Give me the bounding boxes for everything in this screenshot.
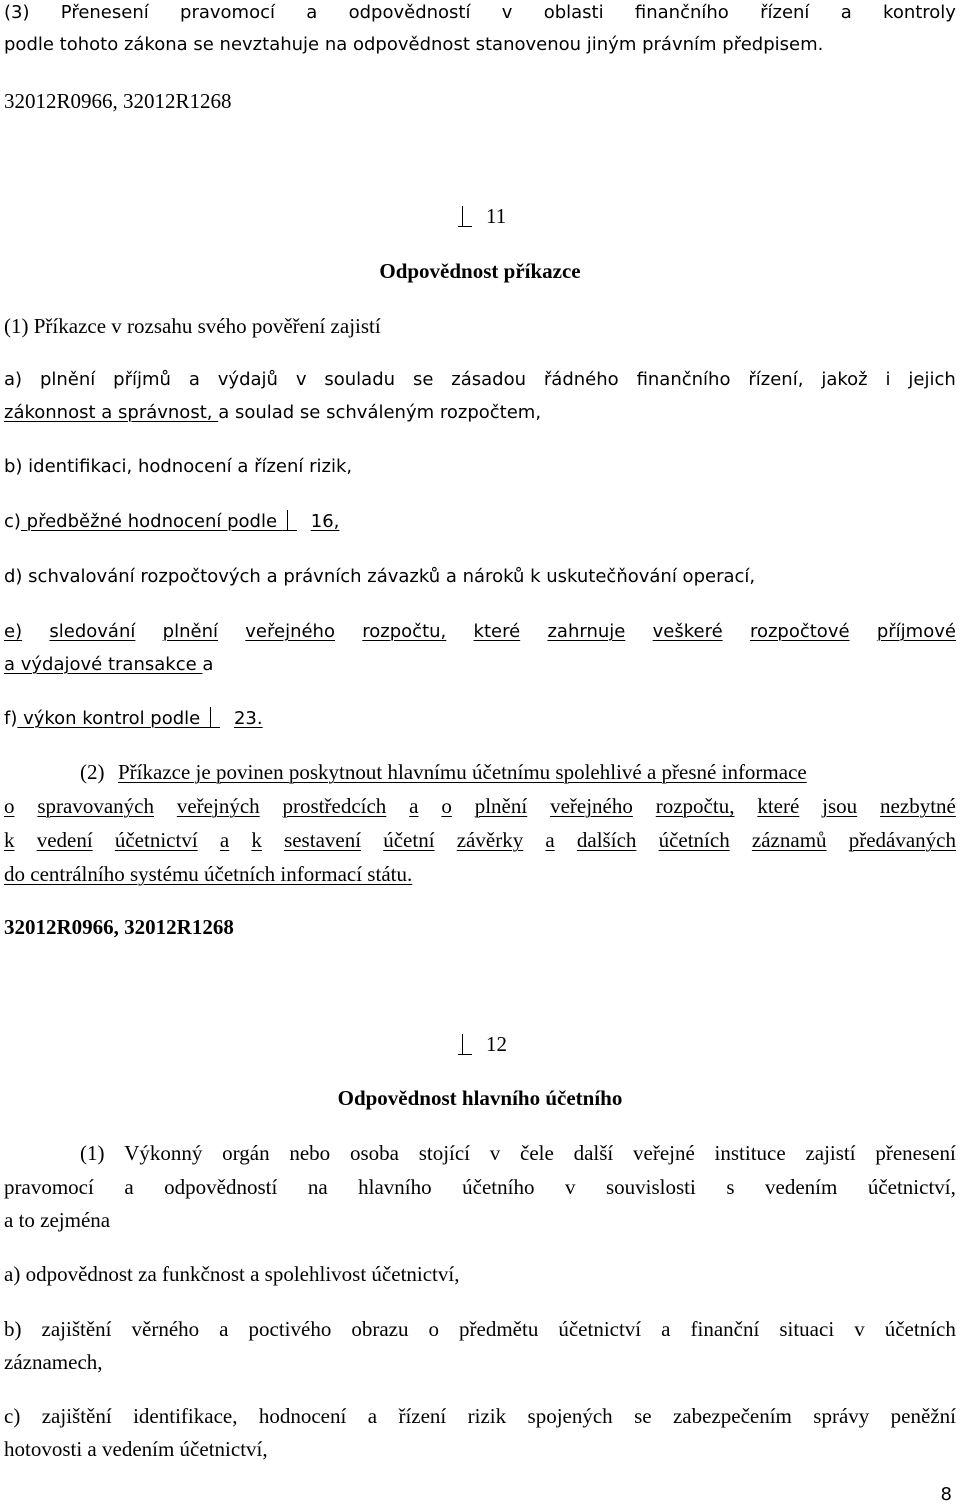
underlined-text: a výdajové transakce <box>4 654 203 675</box>
section-11-item-b: b) identifikaci, hodnocení a řízení rizik, <box>4 456 353 477</box>
paragraph-number: (2) <box>80 760 105 784</box>
section-11-item-d: d) schvalování rozpočtových a právních závazků a nároků k uskutečňování operací, <box>4 566 756 587</box>
page-number: 8 <box>940 1484 952 1505</box>
section-11-paragraph-2-line-4: do centrálního systému účetních informací státu. <box>4 862 413 886</box>
section-mark-icon <box>206 706 220 726</box>
paragraph-3-line-1: (3) Přenesení pravomocí a odpovědností v oblasti finančního řízení a kontroly <box>4 2 956 23</box>
section-11-number: 11 <box>486 204 507 228</box>
section-12-title: Odpovědnost hlavního účetního <box>337 1086 623 1110</box>
section-mark-icon <box>283 509 297 529</box>
section-11-item-a-line-2 <box>4 400 541 426</box>
item-prefix: f) <box>4 708 18 729</box>
section-11-paragraph-1-intro: (1) Příkazce v rozsahu svého pověření zajistí <box>4 314 381 338</box>
section-11-item-e-line-1: e) sledování plnění veřejného rozpočtu, které zahrnuje veškeré rozpočtové příjmové <box>4 621 956 642</box>
section-12-paragraph-1-line-3: a to zejména <box>4 1208 111 1232</box>
paragraph-3-line-2: podle tohoto zákona se nevztahuje na odpovědnost stanovenou jiným právním předpisem. <box>4 34 824 55</box>
section-mark-icon <box>458 205 472 225</box>
underlined-phrase: výkon kontrol podle <box>17 708 206 729</box>
underlined-text <box>21 511 339 532</box>
section-11-paragraph-2-line-2: o spravovaných veřejných prostředcích a o plnění veřejného rozpočtu, které jsou nezbytné <box>4 794 956 818</box>
section-mark-icon <box>458 1033 472 1053</box>
underlined-text: Příkazce je povinen poskytnout hlavnímu účetnímu spolehlivé a přesné informace <box>118 760 807 784</box>
item-prefix: c) <box>4 511 21 532</box>
section-12-item-c-line-1: c) zajištění identifikace, hodnocení a řízení rizik spojených se zabezpečením správy peněžní <box>4 1404 956 1428</box>
section-11-item-e-line-2 <box>4 652 213 678</box>
section-12-heading <box>458 1031 507 1057</box>
section-12-item-b-line-2: záznamech, <box>4 1350 103 1374</box>
referenced-section: 16, <box>310 511 340 532</box>
section-11-item-a-line-1: a) plnění příjmů a výdajů v souladu se zásadou řádného finančního řízení, jakož i jejich <box>4 369 956 390</box>
underlined-phrase: předběžné hodnocení podle <box>20 511 283 532</box>
section-11-item-f <box>4 706 263 732</box>
section-11-item-c <box>4 509 339 535</box>
section-11-paragraph-2-line-1 <box>4 759 956 785</box>
celex-reference-2: 32012R0966, 32012R1268 <box>4 915 234 939</box>
section-11-title: Odpovědnost příkazce <box>379 259 581 283</box>
celex-reference-1: 32012R0966, 32012R1268 <box>4 89 232 113</box>
underlined-text <box>17 708 262 729</box>
section-12-item-b-line-1: b) zajištění věrného a poctivého obrazu o předmětu účetnictví a finanční situaci v účetních <box>4 1317 956 1341</box>
section-12-paragraph-1-line-2: pravomocí a odpovědností na hlavního účetního v souvislosti s vedením účetnictví, <box>4 1175 956 1199</box>
section-11-paragraph-2-line-3: k vedení účetnictví a k sestavení účetní závěrky a dalších účetních záznamů předávaných <box>4 828 956 852</box>
section-12-item-c-line-2: hotovosti a vedením účetnictví, <box>4 1437 268 1461</box>
underlined-text: zákonnost a správnost, <box>4 402 219 423</box>
section-12-item-a: a) odpovědnost za funkčnost a spolehlivost účetnictví, <box>4 1262 460 1286</box>
section-12-paragraph-1-line-1: (1) Výkonný orgán nebo osoba stojící v čele další veřejné instituce zajistí přenesení <box>80 1141 956 1165</box>
plain-text: a soulad se schváleným rozpočtem, <box>218 402 542 423</box>
referenced-section: 23. <box>233 708 263 729</box>
plain-text: a <box>202 654 214 675</box>
section-12-number: 12 <box>486 1032 507 1056</box>
section-11-heading <box>458 203 506 229</box>
